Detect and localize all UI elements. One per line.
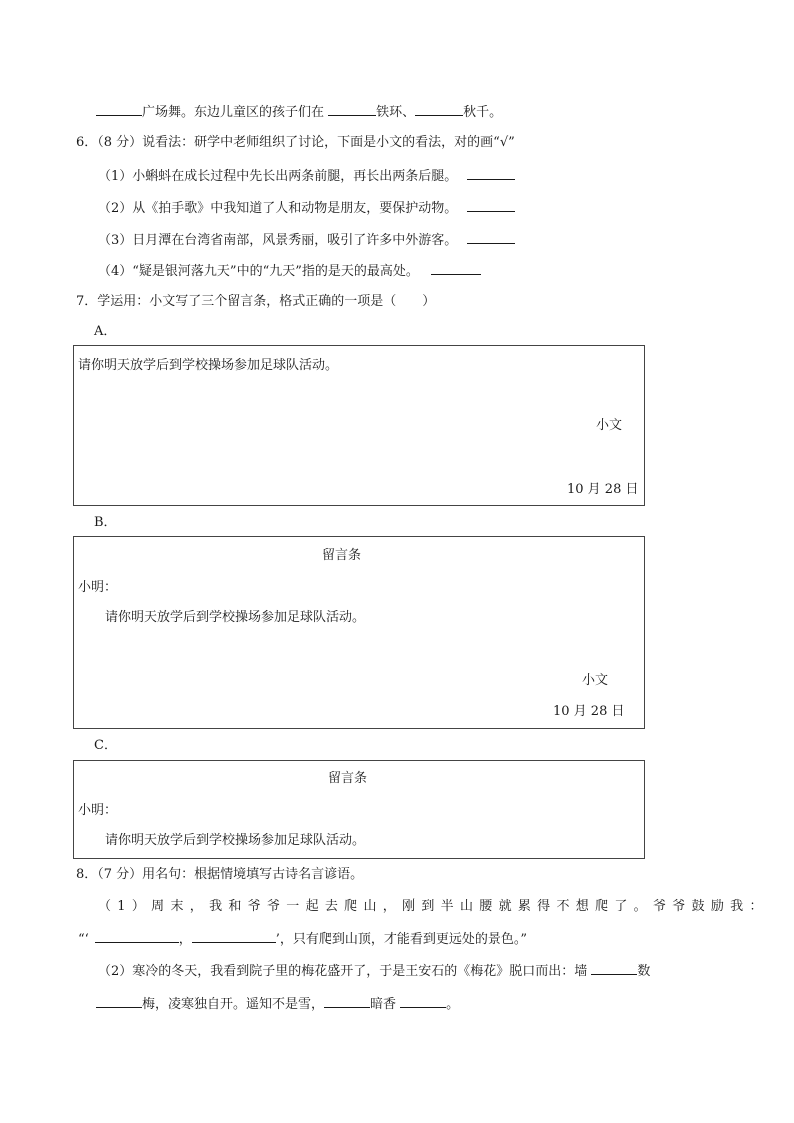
option-c-title: 留言条 [328, 771, 368, 786]
q8-header: 8．（7 分）用名句：根据情境填写古诗名言谚语。 [76, 867, 364, 882]
option-c-box [73, 760, 645, 859]
q8-item-2-text-b: 暗香 [370, 997, 401, 1012]
q8-item-2-text-a: 梅，凌寒独自开。遥知不是雪， [142, 997, 325, 1012]
option-c-label: C． [94, 738, 117, 753]
q6-item-text: （4）“疑是银河落九天”中的“九天”指的是天的最高处。 [98, 264, 419, 279]
q8-item-1-tail: ’，只有爬到山顶，才能看到更远处的景色。” [275, 932, 528, 947]
option-c-salutation: 小明： [78, 803, 118, 818]
answer-blank[interactable] [591, 962, 637, 975]
answer-blank[interactable] [467, 231, 515, 244]
q5-tail-line [96, 103, 502, 121]
answer-blank[interactable] [328, 103, 376, 116]
q7-header: 7．学运用：小文写了三个留言条，格式正确的一项是（ ） [76, 294, 436, 309]
q8-item-2-line-2 [96, 995, 459, 1013]
answer-blank[interactable] [324, 995, 370, 1008]
q6-item-3 [98, 231, 515, 249]
answer-blank[interactable] [96, 103, 142, 116]
q8-item-1-line-1: （1）周末，我和爷爷一起去爬山，刚到半山腰就累得不想爬了。爷爷鼓励我： [98, 899, 769, 914]
q8-item-2-end: 。 [446, 997, 460, 1012]
answer-blank[interactable] [95, 930, 179, 943]
option-b-title: 留言条 [322, 548, 362, 563]
q8-item-1-line-2 [78, 930, 527, 948]
answer-blank[interactable] [467, 167, 515, 180]
open-quote: “‘ [78, 932, 89, 947]
option-a-label: A． [94, 324, 117, 339]
option-b-label: B． [94, 515, 117, 530]
q6-item-2 [98, 199, 515, 217]
option-b-body: 请你明天放学后到学校操场参加足球队活动。 [105, 610, 366, 625]
option-a-box [73, 345, 645, 506]
answer-blank[interactable] [96, 995, 142, 1008]
q6-item-1 [98, 167, 515, 185]
q6-item-text: （3）日月潭在台湾省南部，风景秀丽，吸引了许多中外游客。 [98, 233, 458, 248]
comma: ， [178, 932, 192, 947]
q8-item-2-text: （2）寒冷的冬天，我看到院子里的梅花盛开了，于是王安石的《梅花》脱口而出：墙 [98, 964, 592, 979]
answer-blank[interactable] [192, 930, 276, 943]
option-b-box [73, 536, 645, 729]
option-a-date: 10 月 28 日 [567, 482, 639, 497]
option-b-date: 10 月 28 日 [553, 704, 625, 719]
q6-item-text: （1）小蝌蚪在成长过程中先长出两条前腿，再长出两条后腿。 [98, 169, 458, 184]
q5-text-1: 广场舞。东边儿童区的孩子们在 [142, 105, 329, 120]
q5-text-3: 秋千。 [463, 105, 503, 120]
q6-header: 6．（8 分）说看法：研学中老师组织了讨论，下面是小文的看法，对的画“√” [76, 135, 515, 150]
q5-text-2: 铁环、 [376, 105, 416, 120]
q6-item-text: （2）从《拍手歌》中我知道了人和动物是朋友，要保护动物。 [98, 201, 458, 216]
answer-blank[interactable] [400, 995, 446, 1008]
answer-blank[interactable] [467, 199, 515, 212]
option-a-body: 请你明天放学后到学校操场参加足球队活动。 [78, 358, 339, 373]
option-b-signature: 小文 [582, 673, 609, 688]
option-b-salutation: 小明： [78, 580, 118, 595]
q8-item-2-line-1 [98, 962, 650, 980]
answer-blank[interactable] [431, 262, 481, 275]
q6-item-4 [98, 262, 481, 280]
option-a-signature: 小文 [596, 418, 623, 433]
option-c-body: 请你明天放学后到学校操场参加足球队活动。 [105, 833, 366, 848]
q8-item-2-shu: 数 [637, 964, 651, 979]
answer-blank[interactable] [415, 103, 463, 116]
